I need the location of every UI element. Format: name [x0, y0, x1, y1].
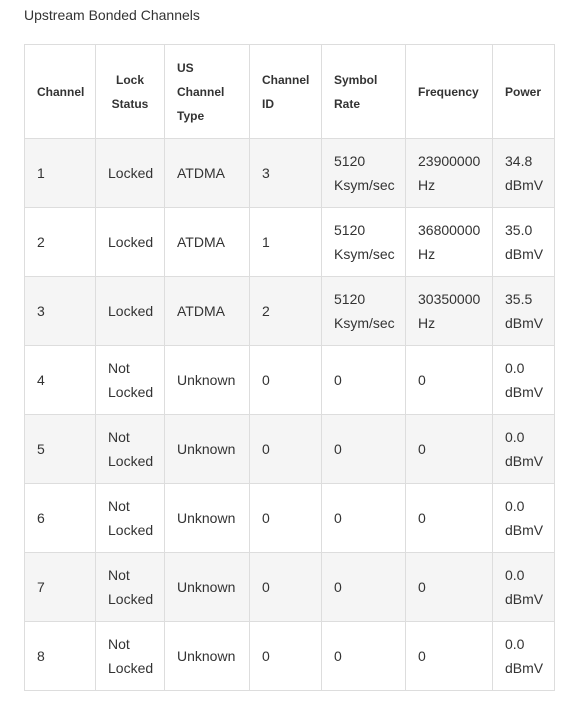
- table-row: [25, 277, 555, 346]
- cell-channel-text: 7: [37, 579, 45, 595]
- cell-power-text: 0.0 dBmV: [505, 636, 544, 676]
- cell-lock-status-text: Not Locked: [108, 567, 154, 607]
- cell-lock-status-text: Not Locked: [108, 636, 154, 676]
- table-row: [25, 622, 555, 691]
- cell-channel-id-text: 2: [262, 303, 270, 319]
- cell-symbol-rate: [322, 622, 406, 691]
- cell-us-channel-type-text: Unknown: [177, 441, 236, 457]
- cell-channel-id-text: 0: [262, 510, 270, 526]
- cell-frequency: [406, 415, 493, 484]
- cell-power: [493, 553, 555, 622]
- cell-frequency-text: 0: [418, 579, 426, 595]
- cell-symbol-rate-text: 5120 Ksym/sec: [334, 153, 395, 193]
- cell-channel-id-text: 1: [262, 234, 270, 250]
- cell-frequency-text: 0: [418, 648, 426, 664]
- cell-lock-status-text: Locked: [108, 165, 154, 181]
- cell-lock-status: [96, 484, 165, 553]
- cell-us-channel-type-text: ATDMA: [177, 234, 225, 250]
- cell-channel: [25, 208, 96, 277]
- cell-us-channel-type: [165, 415, 250, 484]
- cell-frequency: [406, 277, 493, 346]
- cell-power-text: 34.8 dBmV: [505, 153, 544, 193]
- cell-us-channel-type: [165, 208, 250, 277]
- cell-channel: [25, 553, 96, 622]
- table-row: [25, 484, 555, 553]
- cell-us-channel-type-text: ATDMA: [177, 303, 225, 319]
- cell-symbol-rate: [322, 415, 406, 484]
- cell-channel-id-text: 3: [262, 165, 270, 181]
- cell-power-text: 0.0 dBmV: [505, 360, 544, 400]
- cell-channel-text: 1: [37, 165, 45, 181]
- cell-frequency-text: 0: [418, 372, 426, 388]
- header-symbol-rate: Symbol Rate: [322, 45, 406, 139]
- cell-channel-id-text: 0: [262, 648, 270, 664]
- cell-frequency-text: 30350000 Hz: [418, 291, 481, 331]
- cell-power-text: 0.0 dBmV: [505, 498, 544, 538]
- cell-symbol-rate-text: 0: [334, 579, 342, 595]
- cell-lock-status: [96, 622, 165, 691]
- table-row: [25, 139, 555, 208]
- table-header-row: [25, 45, 555, 139]
- cell-channel: [25, 346, 96, 415]
- cell-frequency: [406, 208, 493, 277]
- cell-channel-text: 3: [37, 303, 45, 319]
- table-row: [25, 415, 555, 484]
- cell-channel-id-text: 0: [262, 579, 270, 595]
- cell-us-channel-type: [165, 622, 250, 691]
- table-body: [25, 139, 555, 691]
- cell-frequency: [406, 484, 493, 553]
- cell-channel-text: 5: [37, 441, 45, 457]
- cell-channel: [25, 139, 96, 208]
- cell-us-channel-type: [165, 484, 250, 553]
- cell-channel-id: [250, 139, 322, 208]
- cell-us-channel-type: [165, 553, 250, 622]
- cell-channel-id: [250, 208, 322, 277]
- cell-power: [493, 346, 555, 415]
- cell-power-text: 0.0 dBmV: [505, 429, 544, 469]
- cell-channel-id: [250, 553, 322, 622]
- cell-frequency: [406, 346, 493, 415]
- cell-channel-id: [250, 277, 322, 346]
- table-row: [25, 208, 555, 277]
- cell-power-text: 0.0 dBmV: [505, 567, 544, 607]
- cell-channel-id: [250, 484, 322, 553]
- header-channel: Channel: [25, 45, 96, 139]
- upstream-channels-table: [24, 44, 555, 691]
- cell-symbol-rate-text: 0: [334, 510, 342, 526]
- cell-channel-text: 8: [37, 648, 45, 664]
- cell-frequency-text: 23900000 Hz: [418, 153, 481, 193]
- cell-frequency: [406, 139, 493, 208]
- cell-channel-id-text: 0: [262, 372, 270, 388]
- header-lock-status: Lock Status: [96, 45, 165, 139]
- page-title: Upstream Bonded Channels: [24, 7, 200, 23]
- header-channel-id: Channel ID: [250, 45, 322, 139]
- cell-power: [493, 484, 555, 553]
- cell-lock-status-text: Locked: [108, 234, 154, 250]
- cell-frequency: [406, 622, 493, 691]
- cell-channel: [25, 277, 96, 346]
- cell-power: [493, 139, 555, 208]
- cell-symbol-rate-text: 0: [334, 441, 342, 457]
- cell-channel-text: 4: [37, 372, 45, 388]
- cell-power-text: 35.5 dBmV: [505, 291, 544, 331]
- cell-channel: [25, 484, 96, 553]
- cell-frequency-text: 36800000 Hz: [418, 222, 481, 262]
- cell-symbol-rate-text: 0: [334, 648, 342, 664]
- cell-power: [493, 277, 555, 346]
- cell-power: [493, 415, 555, 484]
- cell-power-text: 35.0 dBmV: [505, 222, 544, 262]
- cell-us-channel-type-text: Unknown: [177, 372, 236, 388]
- table-row: [25, 553, 555, 622]
- cell-symbol-rate: [322, 346, 406, 415]
- cell-power: [493, 208, 555, 277]
- cell-lock-status: [96, 415, 165, 484]
- cell-lock-status-text: Locked: [108, 303, 154, 319]
- cell-us-channel-type-text: ATDMA: [177, 165, 225, 181]
- cell-symbol-rate: [322, 208, 406, 277]
- table-row: [25, 346, 555, 415]
- cell-lock-status: [96, 277, 165, 346]
- header-us-channel-type: US Channel Type: [165, 45, 250, 139]
- cell-us-channel-type: [165, 139, 250, 208]
- cell-us-channel-type: [165, 346, 250, 415]
- cell-lock-status: [96, 208, 165, 277]
- cell-channel: [25, 415, 96, 484]
- cell-lock-status-text: Not Locked: [108, 498, 154, 538]
- cell-frequency: [406, 553, 493, 622]
- cell-us-channel-type-text: Unknown: [177, 510, 236, 526]
- cell-channel-id: [250, 415, 322, 484]
- cell-channel-text: 2: [37, 234, 45, 250]
- cell-channel-id: [250, 622, 322, 691]
- cell-symbol-rate: [322, 553, 406, 622]
- cell-channel: [25, 622, 96, 691]
- cell-frequency-text: 0: [418, 441, 426, 457]
- cell-lock-status: [96, 346, 165, 415]
- cell-symbol-rate-text: 5120 Ksym/sec: [334, 291, 395, 331]
- cell-channel-text: 6: [37, 510, 45, 526]
- cell-lock-status: [96, 139, 165, 208]
- cell-symbol-rate: [322, 277, 406, 346]
- cell-power: [493, 622, 555, 691]
- cell-lock-status-text: Not Locked: [108, 429, 154, 469]
- cell-frequency-text: 0: [418, 510, 426, 526]
- cell-lock-status-text: Not Locked: [108, 360, 154, 400]
- cell-symbol-rate-text: 5120 Ksym/sec: [334, 222, 395, 262]
- cell-us-channel-type-text: Unknown: [177, 579, 236, 595]
- cell-us-channel-type: [165, 277, 250, 346]
- cell-us-channel-type-text: Unknown: [177, 648, 236, 664]
- cell-channel-id: [250, 346, 322, 415]
- cell-symbol-rate: [322, 484, 406, 553]
- cell-channel-id-text: 0: [262, 441, 270, 457]
- header-frequency: Frequency: [406, 45, 493, 139]
- cell-symbol-rate: [322, 139, 406, 208]
- cell-symbol-rate-text: 0: [334, 372, 342, 388]
- cell-lock-status: [96, 553, 165, 622]
- header-power: Power: [493, 45, 555, 139]
